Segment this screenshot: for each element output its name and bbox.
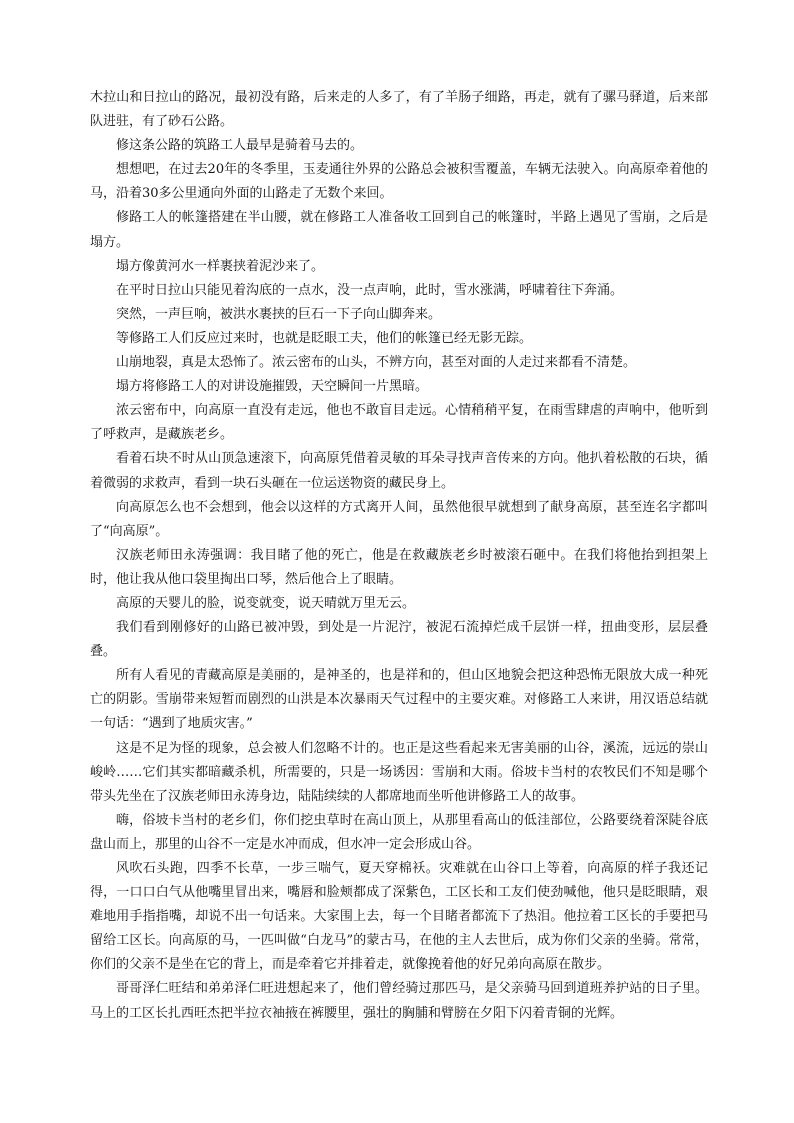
paragraph-6: 在平时日拉山只能见着沟底的一点水，没一点声响，此时，雪水涨满，呼啸着往下奔涌。 (116, 282, 624, 298)
paragraph-11: 浓云密布中，向高原一直没有走远，他也不敢盲目走远。心情稍稍平复，在雨雪肆虐的声响中，他听到了呼救声，是藏族老乡。 (90, 403, 708, 443)
paragraph-19: 嗨，俗坡卡当村的老乡们，你们挖虫草时在高山顶上，从那里看高山的低洼部位，公路要绕着深陡谷底盘山而上，那里的山谷不一定是水冲而成，但水冲一定会形成山谷。 (90, 812, 708, 852)
paragraph-14: 汉族老师田永涛强调：我目睹了他的死亡，他是在救藏族老乡时被滚石砸中。在我们将他抬到担架上时，他让我从他口袋里掏出口琴，然后他合上了眼睛。 (90, 547, 708, 587)
paragraph-4: 修路工人的帐篷搭建在半山腰，就在修路工人准备收工回到自己的帐篷时，半路上遇见了雪崩，之后是塌方。 (90, 210, 708, 250)
paragraph-21: 哥哥泽仁旺结和弟弟泽仁旺进想起来了，他们曾经骑过那匹马，是父亲骑马回到道班养护站的日子里。马上的工区长扎西旺杰把半拉衣袖掖在裤腰里，强壮的胸脯和臂膀在夕阳下闪着青铜的光辉。 (90, 981, 708, 1021)
paragraph-7: 突然，一声巨响，被洪水裹挟的巨石一下子向山脚奔来。 (116, 306, 442, 322)
paragraph-8: 等修路工人们反应过来时，也就是眨眼工夫，他们的帐篷已经无影无踪。 (116, 330, 533, 346)
article-body (90, 86, 708, 1026)
paragraph-18: 这是不足为怪的现象，总会被人们忽略不计的。也正是这些看起来无害美丽的山谷，溪流，远远的崇山峻岭……它们其实都暗藏杀机，所需要的，只是一场诱因：雪崩和大雨。俗坡卡当村的农牧民们不知是哪个带头先坐在了汉族老师田永涛身边，陆陆续续的人都席地而坐听他讲修路工人的故事。 (90, 740, 708, 804)
paragraph-3: 想想吧，在过去20年的冬季里，玉麦通往外界的公路总会被积雪覆盖，车辆无法驶入。向高原牵着他的马，沿着30多公里通向外面的山路走了无数个来回。 (90, 162, 708, 202)
paragraph-16: 我们看到刚修好的山路已被冲毁，到处是一片泥泞，被泥石流掉烂成千层饼一样，扭曲变形，层层叠叠。 (90, 620, 708, 660)
paragraph-20: 风吹石头跑，四季不长草，一步三喘气，夏天穿棉袄。灾难就在山谷口上等着，向高原的样子我还记得，一口口白气从他嘴里冒出来，嘴唇和脸颊都成了深紫色，工区长和工友们使劲喊他，他只是眨眼睛，艰难地用手指指嘴，却说不出一句话来。大家围上去，每一个目睹者都流下了热泪。他拉着工区长的手要把马留给工区长。向高原的马，一匹叫做“白龙马”的蒙古马，在他的主人去世后，成为你们父亲的坐骑。常常，你们的父亲不是坐在它的背上，而是牵着它并排着走，就像挽着他的好兄弟向高原在散步。 (90, 861, 708, 973)
paragraph-9: 山崩地裂，真是太恐怖了。浓云密布的山头，不辨方向，甚至对面的人走过来都看不清楚。 (116, 355, 637, 371)
paragraph-1: 木拉山和日拉山的路况，最初没有路，后来走的人多了，有了羊肠子细路，再走，就有了骡马驿道，后来部队进驻，有了砂石公路。 (90, 90, 708, 130)
paragraph-5: 塌方像黄河水一样裹挟着泥沙来了。 (116, 258, 325, 274)
paragraph-2: 修这条公路的筑路工人最早是骑着马去的。 (116, 138, 364, 154)
paragraph-12: 看着石块不时从山顶急速滚下，向高原凭借着灵敏的耳朵寻找声音传来的方向。他扒着松散的石块，循着微弱的求救声，看到一块石头砸在一位运送物资的藏民身上。 (90, 451, 708, 491)
paragraph-10: 塌方将修路工人的对讲设施摧毁，天空瞬间一片黑暗。 (116, 379, 429, 395)
paragraph-13: 向高原怎么也不会想到，他会以这样的方式离开人间，虽然他很早就想到了献身高原，甚至连名字都叫了“向高原”。 (90, 499, 708, 539)
paragraph-15: 高原的天婴儿的脸，说变就变，说天晴就万里无云。 (116, 595, 416, 611)
paragraph-17: 所有人看见的青藏高原是美丽的，是神圣的，也是祥和的，但山区地貌会把这种恐怖无限放大成一种死亡的阴影。雪崩带来短暂而剧烈的山洪是本次暴雨天气过程中的主要灾难。对修路工人来讲，用汉语总结就一句话：“遇到了地质灾害。” (90, 668, 708, 732)
